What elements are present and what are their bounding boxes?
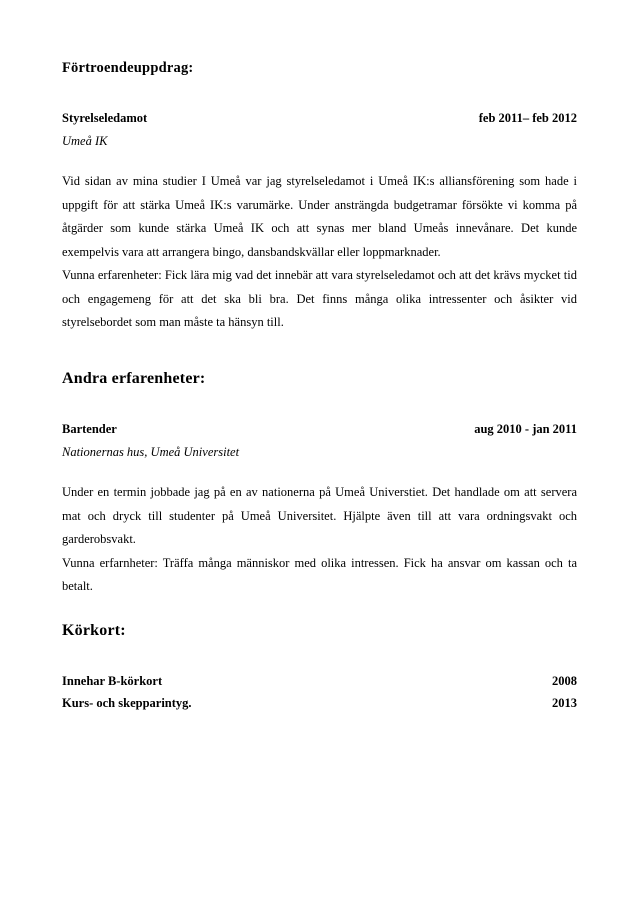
trust-period: feb 2011– feb 2012 [478, 111, 577, 125]
license-row [62, 674, 577, 689]
trust-role-row [62, 111, 577, 126]
trust-description: Vid sidan av mina studier I Umeå var jag styrelseledamot i Umeå IK:s alliansförening som hade i uppgift för att stärka Umeå IK:s varumärke. Under ansträngda budgetramar försökte vi komma på åtgärder som kunde stärka Umeå IK och att synas mer bland Umeås innevånare. Det kunde exempelvis vara att arrangera bingo, dansbandskvällar eller loppmarknader. [62, 174, 577, 259]
section-heading-other: Andra erfarenheter: [62, 370, 206, 387]
trust-role: Styrelseledamot [62, 111, 148, 125]
license-year: 2008 [552, 674, 577, 688]
other-experience: Vunna erfarnheter: Träffa många människor med olika intressen. Fick ha ansvar om kassan och ta betalt. [62, 555, 577, 593]
other-role: Bartender [62, 422, 117, 436]
trust-text [62, 170, 577, 335]
other-period: aug 2010 - jan 2011 [474, 422, 577, 436]
license-label: Innehar B-körkort [62, 674, 163, 688]
license-row [62, 696, 577, 711]
other-description: Under en termin jobbade jag på en av nationerna på Umeå Universtiet. Det handlade om att servera mat och dryck till studenter på Umeå Universitet. Hjälpte även till att vara ordningsvakt och garderobsvakt. [62, 485, 577, 546]
trust-experience: Vunna erfarenheter: Fick lära mig vad det innebär att vara styrelseledamot och att det krävs mycket tid och engagemeng för att det ska bli bra. Det finns många olika intressenter och åsikter vid styrelsebordet som man måste ta hänsyn till. [62, 268, 577, 329]
other-role-row [62, 422, 577, 437]
license-label: Kurs- och skepparintyg. [62, 696, 192, 710]
license-year: 2013 [552, 696, 577, 710]
section-heading-license: Körkort: [62, 622, 126, 639]
other-text [62, 481, 577, 599]
section-heading-trust: Förtroendeuppdrag: [62, 60, 194, 76]
trust-org: Umeå IK [62, 134, 108, 148]
other-org: Nationernas hus, Umeå Universitet [62, 445, 240, 459]
